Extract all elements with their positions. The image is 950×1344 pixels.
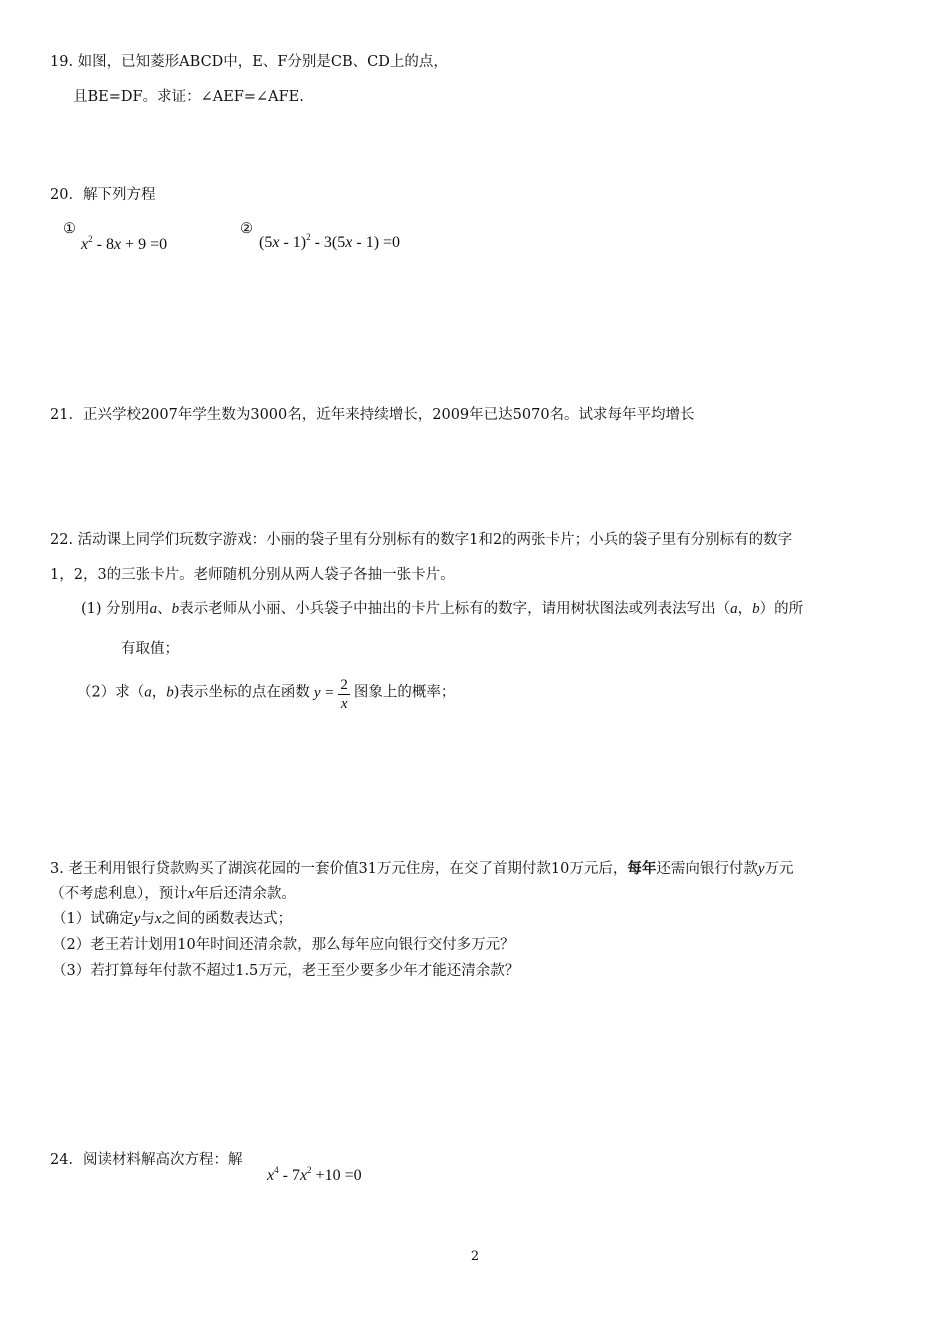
q23-line2-a: （不考虑利息），预计 <box>50 886 188 902</box>
q22-var-b-2: b <box>752 601 760 617</box>
q22-p2-mid: )表示坐标的点在函数 <box>173 684 310 701</box>
q22-p2-prefix: （2）求（ <box>77 684 145 701</box>
q23-sub1 <box>52 910 292 928</box>
q24-equation: $x^4 - 7x^2 +10 =0$ <box>267 1165 362 1184</box>
q23-s1-a: （1）试确定 <box>52 911 134 927</box>
q22-p2-suffix: 图象上的概率； <box>353 684 456 701</box>
q19-line2: 且BE=DF。求证：∠AEF=∠AFE. <box>73 89 304 105</box>
q22-var-a-3: a <box>144 684 152 701</box>
q23-s1-c: 之间的函数表达式； <box>161 911 293 927</box>
q22-part2 <box>77 674 455 711</box>
q24-text: 24．阅读材料解高次方程：解 <box>50 1152 243 1168</box>
q23-line1-a: 3. 老王利用银行贷款购买了湖滨花园的一套价值31万元住房，在交了首期付款10万元后， <box>50 861 628 877</box>
q22-var-a: a <box>149 601 158 617</box>
q22-line1: 22. 活动课上同学们玩数字游戏：小丽的袋子里有分别标有的数字1和2的两张卡片；小兵的袋子里有分别标有的数字 <box>50 532 793 548</box>
q23-line2-b: 年后还清余款。 <box>194 886 296 902</box>
q22-var-b: b <box>171 601 180 617</box>
q20-eq1: $x^2 - 8x + 9 =0$ <box>81 234 168 253</box>
q23-sub3: （3）若打算每年付款不超过1.5万元，老王至少要多少年才能还清余款？ <box>52 963 520 979</box>
q22-var-b-3: b <box>166 684 174 701</box>
q22-sep: 、 <box>157 601 172 617</box>
q23-var-y: y <box>757 861 765 877</box>
q19-line1: 19. 如图，已知菱形ABCD中，E、F分别是CB、CD上的点， <box>50 54 448 70</box>
q22-p1-prefix: (1) 分别用 <box>81 601 150 617</box>
q22-func-y: y = <box>313 684 335 701</box>
q20-eq1-label: ① <box>63 221 76 237</box>
q21-text: 21．正兴学校2007年学生数为3000名，近年来持续增长，2009年已达5070名。试求每年平均增长 <box>50 407 695 423</box>
q22-frac-den: x <box>340 696 348 712</box>
q23-line1-bold: 每年 <box>627 860 657 877</box>
q23-line1-b: 还需向银行付款 <box>656 861 758 877</box>
q22-p1-suffix: ）的所 <box>759 601 804 617</box>
q23-s1-x: x <box>154 911 162 927</box>
q23-s1-b: 与 <box>140 911 155 927</box>
q22-p1-comma: ， <box>737 601 753 617</box>
q20-eq2-label: ② <box>240 221 253 237</box>
q22-p2-comma: ， <box>151 684 167 701</box>
q20-eq2: (5x - 1)$^2$ - 3(5x - 1) =0 <box>259 232 401 251</box>
q23-line1-c: 万元 <box>764 861 794 877</box>
q22-var-a-2: a <box>730 601 738 617</box>
page-number: 2 <box>470 1249 480 1264</box>
q22-line2: 1，2，3的三张卡片。老师随机分别从两人袋子各抽一张卡片。 <box>50 567 455 583</box>
q22-part1-cont: 有取值； <box>121 641 179 657</box>
q23-var-x: x <box>187 886 195 902</box>
q23-sub2: （2）老王若计划用10年时间还清余款，那么每年应向银行交付多万元？ <box>52 937 515 953</box>
q22-p1-mid: 表示老师从小丽、小兵袋子中抽出的卡片上标有的数字，请用树状图法或列表法写出（ <box>179 601 731 617</box>
q23-s1-y: y <box>133 911 141 927</box>
q23-line1 <box>50 860 794 878</box>
q23-line2 <box>50 885 296 903</box>
q20-title: 20．解下列方程 <box>50 187 156 203</box>
q22-fraction <box>338 676 350 713</box>
q22-frac-num: 2 <box>340 677 348 693</box>
q22-part1 <box>81 600 803 618</box>
